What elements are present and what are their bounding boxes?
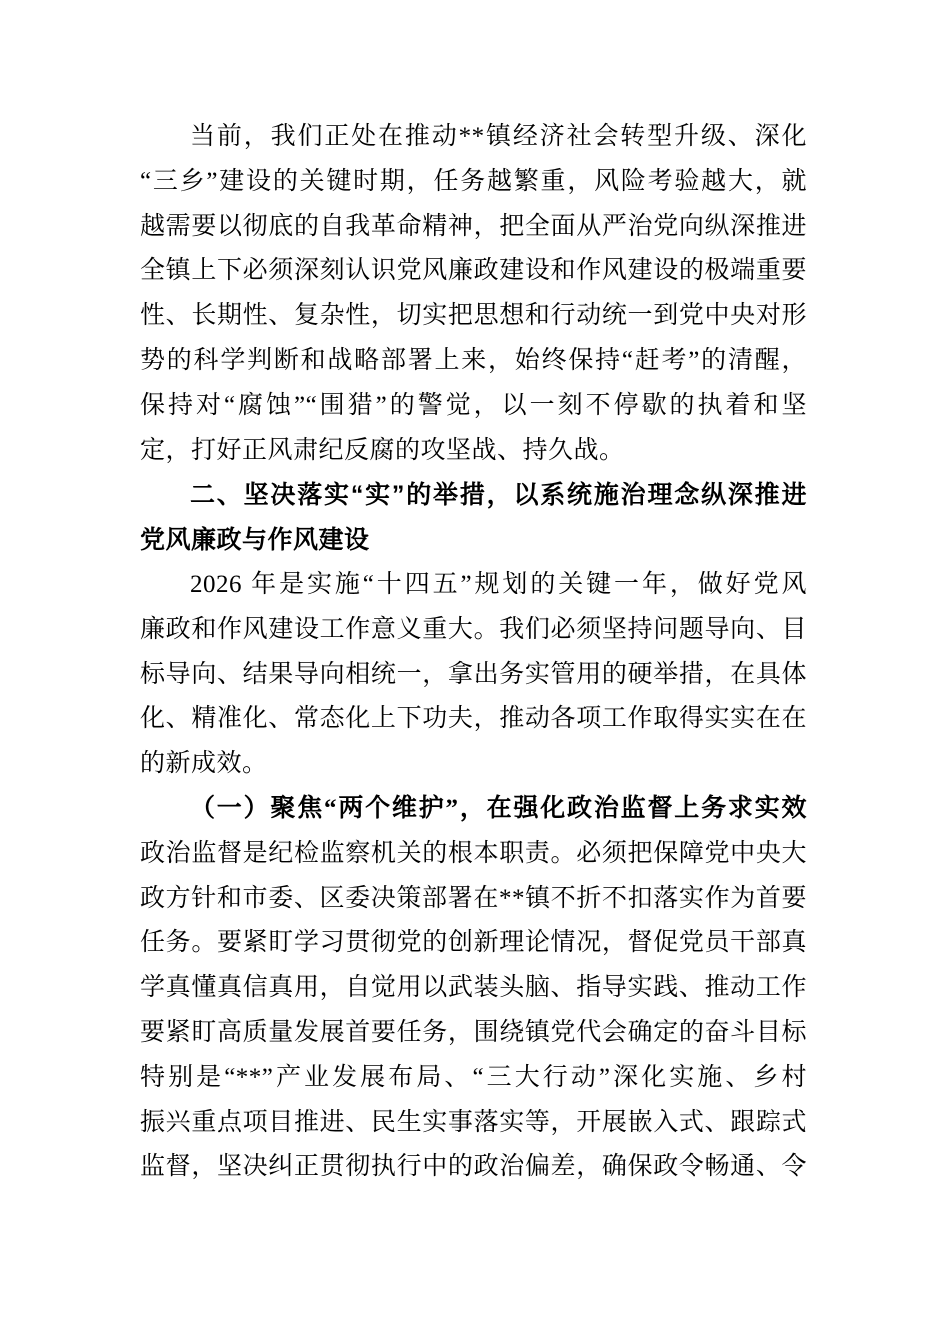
text-line: 势的科学判断和战略部署上来，始终保持“赶考”的清醒， xyxy=(140,346,807,374)
text-line: （一）聚焦“两个维护”，在强化政治监督上务求实效 xyxy=(190,794,807,822)
paragraph xyxy=(140,115,807,473)
text-line: 任务。要紧盯学习贯彻党的创新理论情况，督促党员干部真 xyxy=(140,929,807,957)
text-line: 政方针和市委、区委决策部署在**镇不折不扣落实作为首要 xyxy=(140,884,807,912)
text-line: 要紧盯高质量发展首要任务，围绕镇党代会确定的奋斗目标 xyxy=(140,1018,807,1046)
text-line: 化、精准化、常态化上下功夫，推动各项工作取得实实在在 xyxy=(140,705,807,733)
text-line: 监督，坚决纠正贯彻执行中的政治偏差，确保政令畅通、令 xyxy=(140,1153,807,1181)
section-heading xyxy=(140,473,807,563)
text-line: “三乡”建设的关键时期，任务越繁重，风险考验越大，就 xyxy=(140,167,807,195)
text-line: 廉政和作风建设工作意义重大。我们必须坚持问题导向、目 xyxy=(140,615,807,643)
text-line: 越需要以彻底的自我革命精神，把全面从严治党向纵深推进 xyxy=(140,212,807,240)
text-line: 政治监督是纪检监察机关的根本职责。必须把保障党中央大 xyxy=(140,839,807,867)
text-line: 定，打好正风肃纪反腐的攻坚战、持久战。 xyxy=(140,436,625,464)
text-line: 性、长期性、复杂性，切实把思想和行动统一到党中央对形 xyxy=(140,302,807,330)
subsection-heading xyxy=(140,787,807,832)
text-line: 学真懂真信真用，自觉用以武装头脑、指导实践、推动工作 xyxy=(140,974,807,1002)
text-line: 标导向、结果导向相统一，拿出务实管用的硬举措，在具体 xyxy=(140,660,807,688)
text-line: 党风廉政与作风建设 xyxy=(140,526,370,555)
text-line: 当前，我们正处在推动**镇经济社会转型升级、深化 xyxy=(190,123,807,150)
text-line: 保持对“腐蚀”“围猎”的警觉，以一刻不停歇的执着和坚 xyxy=(140,391,807,419)
text-line: 2026 年是实施“十四五”规划的关键一年，做好党风 xyxy=(190,570,807,598)
paragraph xyxy=(140,832,807,1190)
document-body xyxy=(140,115,807,1190)
paragraph xyxy=(140,563,807,787)
text-line: 特别是“**”产业发展布局、“三大行动”深化实施、乡村 xyxy=(140,1063,807,1091)
text-line: 的新成效。 xyxy=(140,750,268,778)
text-line: 全镇上下必须深刻认识党风廉政建设和作风建设的极端重要 xyxy=(140,257,807,285)
text-line: 二、坚决落实“实”的举措，以系统施治理念纵深推进 xyxy=(190,481,807,510)
text-line: 振兴重点项目推进、民生实事落实等，开展嵌入式、跟踪式 xyxy=(140,1108,807,1136)
